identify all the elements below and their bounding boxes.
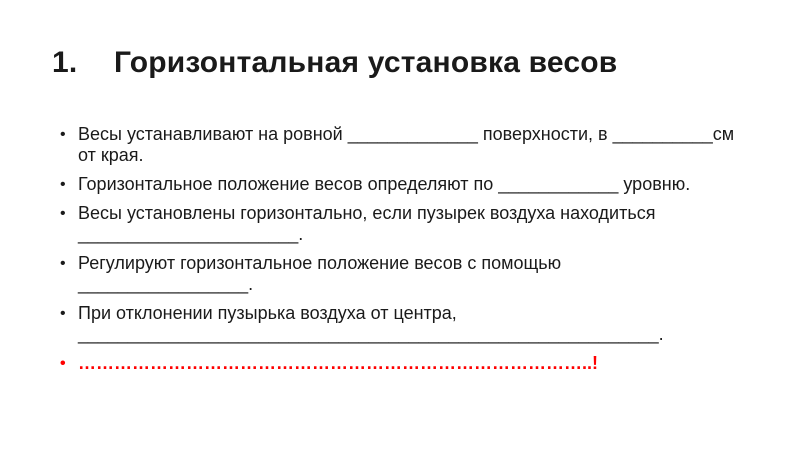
bullet-icon: • bbox=[60, 176, 66, 193]
list-item-text: Весы устанавливают на ровной _____________ поверхности, в __________см от края. bbox=[78, 124, 735, 165]
title-text: Горизонтальная установка весов bbox=[114, 46, 618, 79]
bullet-icon: • bbox=[60, 205, 66, 222]
list-item bbox=[60, 303, 740, 345]
list-item-text: Горизонтальное положение весов определяют по ____________ уровню. bbox=[78, 174, 691, 194]
bullet-icon: • bbox=[60, 255, 66, 272]
page-title bbox=[52, 46, 617, 80]
bullet-icon: • bbox=[60, 355, 66, 372]
list-item-text: …………………………………………………………………………..! bbox=[78, 353, 598, 373]
bullet-icon: • bbox=[60, 305, 66, 322]
list-item-text: Регулируют горизонтальное положение весов с помощью _________________. bbox=[78, 253, 562, 294]
bullet-list bbox=[60, 124, 740, 382]
list-item-highlight bbox=[60, 353, 740, 374]
title-number: 1. bbox=[52, 46, 78, 79]
list-item bbox=[60, 203, 740, 245]
list-item bbox=[60, 253, 740, 295]
list-item bbox=[60, 124, 740, 166]
list-item bbox=[60, 174, 740, 195]
list-item-text: Весы установлены горизонтально, если пузырек воздуха находиться ______________________. bbox=[78, 203, 656, 244]
bullet-icon: • bbox=[60, 126, 66, 143]
list-item-text: При отклонении пузырька воздуха от центра, __________________________________________________________. bbox=[78, 303, 664, 344]
